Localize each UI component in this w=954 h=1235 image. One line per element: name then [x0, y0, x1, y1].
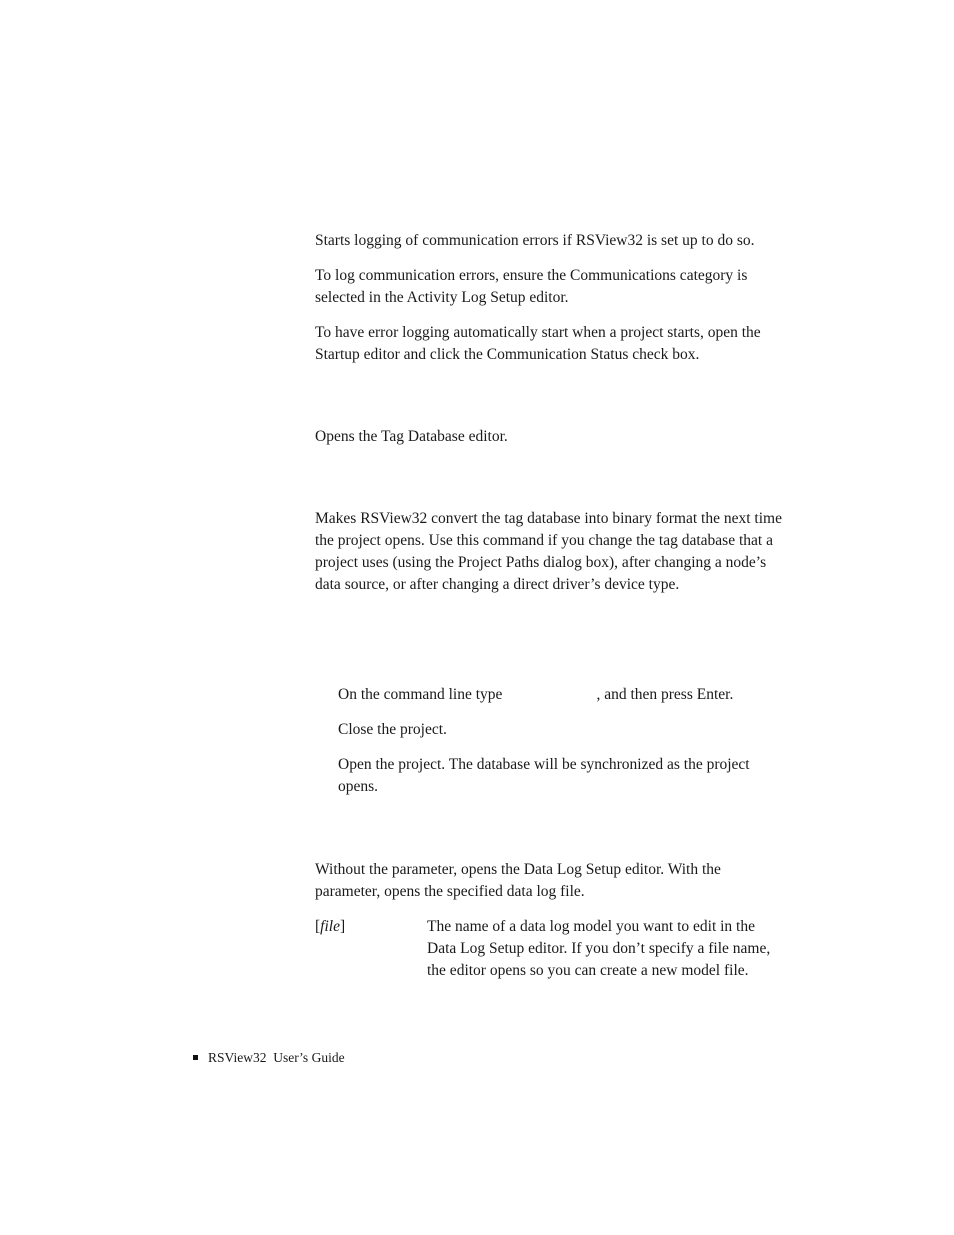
param-close-bracket: ]	[339, 918, 346, 935]
sync-step-1-suffix: , and then press Enter.	[596, 686, 734, 703]
comm-errors-startup-note: To have error logging automatically start when a project starts, open the Startup editor and click the Communication Status check box.	[315, 324, 761, 363]
sync-step-1-prefix: On the command line type	[338, 686, 503, 703]
param-file-label	[315, 916, 345, 938]
sync-step-2: Close the project.	[338, 721, 447, 738]
sync-step-3: Open the project. The database will be synchronized as the project opens.	[338, 756, 750, 795]
sync-step-1	[338, 684, 786, 706]
param-open-bracket: [	[315, 918, 321, 935]
comm-errors-setup-note: To log communication errors, ensure the Communications category is selected in the Activity Log Setup editor.	[315, 267, 748, 306]
comm-errors-description: Starts logging of communication errors if RSView32 is set up to do so.	[315, 232, 755, 249]
tag-db-description: Opens the Tag Database editor.	[315, 428, 508, 445]
param-file-description: The name of a data log model you want to edit in the Data Log Setup editor. If you don’t specify a file name, the editor opens so you can create a new model file.	[427, 918, 771, 979]
param-name: file	[320, 918, 340, 935]
page-footer	[193, 1049, 345, 1067]
sync-description: Makes RSView32 convert the tag database into binary format the next time the project opens. Use this command if you change the tag database that a project uses (using the Project Paths dialog box), after changing a node’s data source, or after changing a direct driver’s device type.	[315, 510, 782, 593]
datalog-description: Without the parameter, opens the Data Log Setup editor. With the parameter, opens the specified data log file.	[315, 861, 721, 900]
footer-text: RSView32 User’s Guide	[208, 1050, 345, 1065]
footer-bullet-icon	[193, 1055, 198, 1060]
